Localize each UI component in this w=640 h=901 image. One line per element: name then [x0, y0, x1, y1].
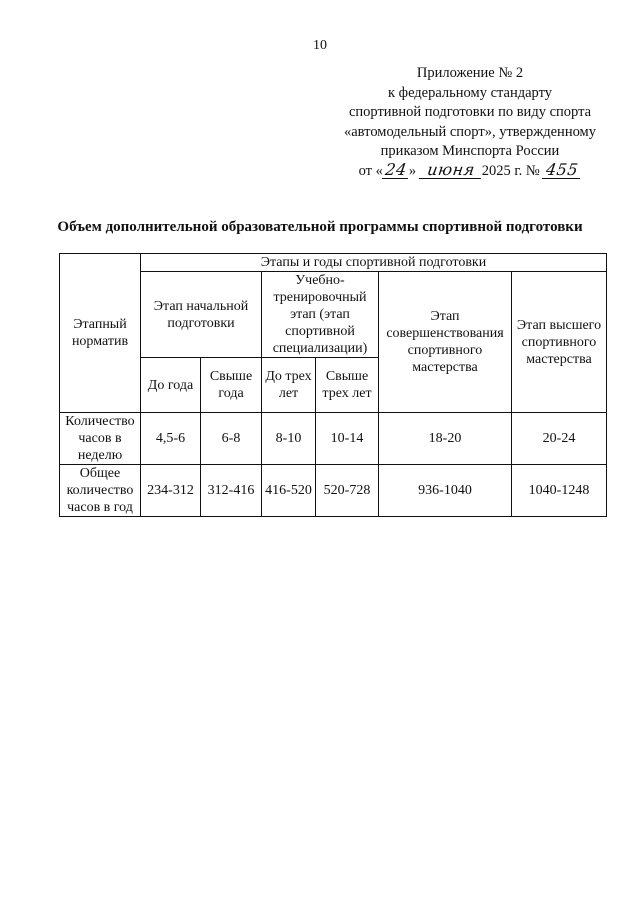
handwritten-day: 24 [382, 162, 410, 179]
page-number: 10 [313, 38, 327, 53]
table-cell: 312-416 [201, 465, 262, 517]
appendix-date-line [330, 159, 610, 182]
header-stages-group: Этапы и годы спортивной подготовки [141, 254, 607, 272]
table-cell: 234-312 [141, 465, 201, 517]
header-normative: Этапный норматив [60, 254, 141, 413]
appendix-title: Приложение № 2 [416, 65, 524, 81]
table-header-row [60, 254, 607, 272]
row-label-hours-per-week: Количество часов в неделю [60, 413, 141, 465]
date-prefix: от « [358, 162, 383, 179]
date-close-quote: » [408, 162, 417, 179]
table-cell: 20-24 [512, 413, 607, 465]
subheader-initial-up-to-year: До года [141, 358, 201, 413]
table-cell: 416-520 [262, 465, 316, 517]
table-row [60, 413, 607, 465]
table-cell: 936-1040 [379, 465, 512, 517]
subheader-training-up-to-three: До трех лет [262, 358, 316, 413]
header-stage-initial: Этап начальной подготовки [141, 272, 262, 358]
document-title: Объем дополнительной образовательной программы спортивной подготовки [57, 219, 583, 235]
appendix-block [330, 64, 610, 181]
table-cell: 4,5-6 [141, 413, 201, 465]
appendix-line-sport: спортивной подготовки по виду спорта [348, 104, 592, 120]
table-cell: 1040-1248 [512, 465, 607, 517]
header-stage-training: Учебно-тренировочный этап (этап спортивной специализации) [262, 272, 379, 358]
norms-table [59, 253, 607, 517]
subheader-training-over-three: Свыше трех лет [316, 358, 379, 413]
table-row [60, 465, 607, 517]
table-cell: 10-14 [316, 413, 379, 465]
subheader-initial-over-year: Свыше года [201, 358, 262, 413]
year-and-number-label: 2025 г. № [481, 162, 540, 179]
table-cell: 18-20 [379, 413, 512, 465]
appendix-line-standard: к федеральному стандарту [388, 84, 552, 101]
handwritten-order-number: 455 [542, 162, 582, 179]
table-cell: 6-8 [201, 413, 262, 465]
row-label-hours-per-year: Общее количество часов в год [60, 465, 141, 517]
table-cell: 520-728 [316, 465, 379, 517]
header-stage-improvement: Этап совершенствования спортивного мастерства [379, 272, 512, 413]
appendix-line-order: приказом Минспорта России [380, 143, 560, 159]
header-stage-highest: Этап высшего спортивного мастерства [512, 272, 607, 413]
table-stage-row [60, 272, 607, 358]
appendix-line-approved: «автомодельный спорт», утвержденному [344, 123, 596, 140]
handwritten-month: июня [419, 162, 483, 179]
table-cell: 8-10 [262, 413, 316, 465]
